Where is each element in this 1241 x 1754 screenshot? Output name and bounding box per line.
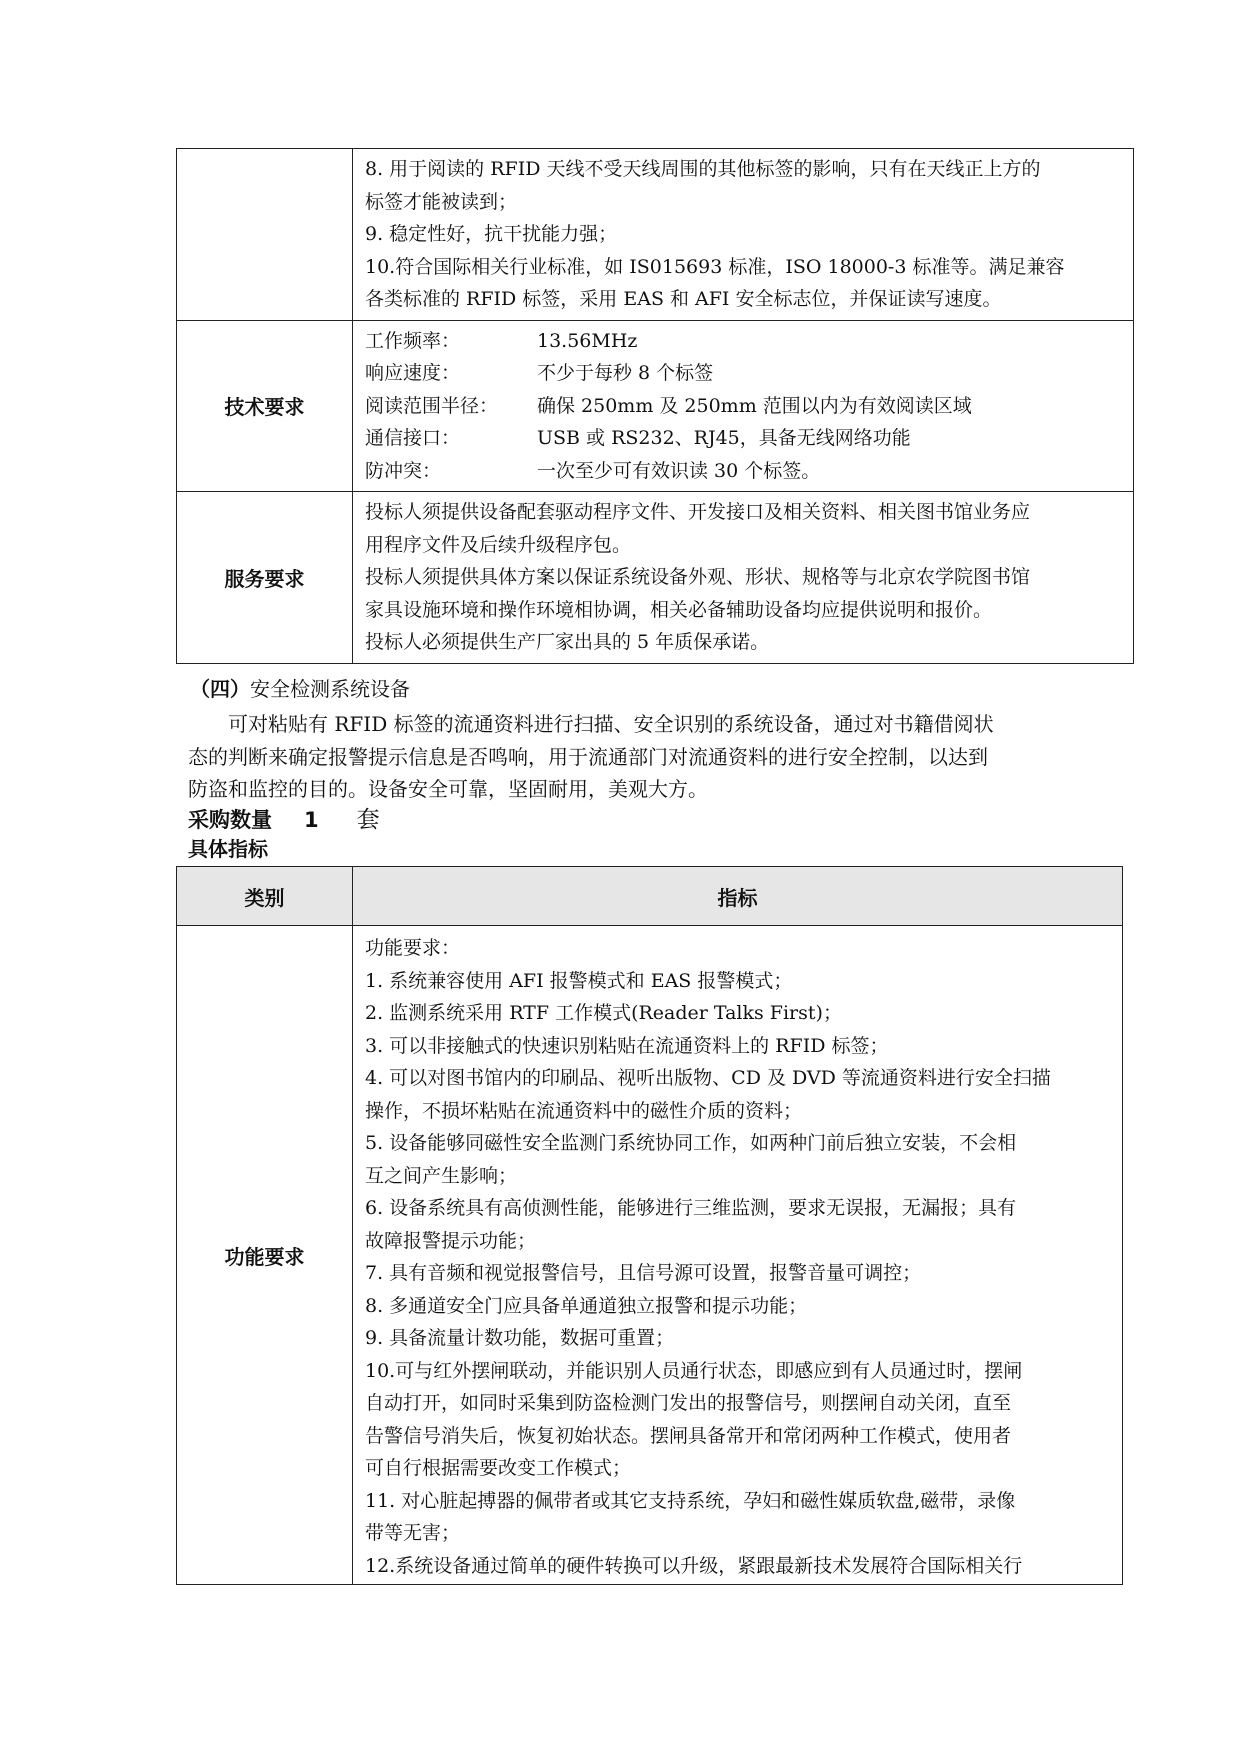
spec-line: 互之间产生影响； (365, 1164, 518, 1187)
spec-cell (353, 926, 1123, 1585)
paragraph-line: 态的判断来确定报警提示信息是否鸣响，用于流通部门对流通资料的进行安全控制，以达到 (188, 744, 988, 769)
spec-cell (353, 320, 1134, 492)
spec-line: 4. 可以对图书馆内的印刷品、视听出版物、CD 及 DVD 等流通资料进行安全扫描 (365, 1067, 1051, 1089)
table-row (177, 492, 1134, 664)
spec-key: 通信接口： (365, 427, 461, 449)
spec-value: 不少于每秒 8 个标签 (537, 362, 714, 384)
spec-line: 标签才能被读到； (365, 190, 518, 213)
table-row (177, 149, 1134, 321)
spec-line: 自动打开，如同时采集到防盗检测门发出的报警信号，则摆闸自动关闭，直至 (365, 1392, 1012, 1414)
spec-line: 带等无害； (365, 1522, 461, 1544)
table-row (177, 320, 1134, 492)
spec-cell (353, 492, 1134, 664)
spec-line: 告警信号消失后，恢复初始状态。摆闸具备常开和常闭两种工作模式，使用者 (365, 1424, 1012, 1447)
spec-line: 11. 对心脏起搏器的佩带者或其它支持系统，孕妇和磁性媒质软盘,磁带，录像 (365, 1489, 1016, 1512)
category-cell: 技术要求 (177, 320, 353, 492)
spec-value: 13.56MHz (537, 329, 638, 352)
spec-line: 功能要求： (365, 937, 461, 959)
spec-line: 用程序文件及后续升级程序包。 (365, 533, 632, 556)
spec-item (365, 357, 1121, 390)
spec-line: 9. 稳定性好，抗干扰能力强； (365, 223, 618, 245)
spec-line: 投标人须提供具体方案以保证系统设备外观、形状、规格等与北京农学院图书馆 (365, 566, 1031, 588)
spec-line: 10.可与红外摆闸联动，并能识别人员通行状态，即感应到有人员通过时，摆闸 (365, 1359, 1023, 1382)
spec-line: 8. 用于阅读的 RFID 天线不受天线周围的其他标签的影响，只有在天线正上方的 (365, 158, 1041, 180)
spec-line: 家具设施环境和操作环境相协调，相关必备辅助设备均应提供说明和报价。 (365, 598, 993, 621)
spec-item (365, 422, 1121, 455)
spec-item (365, 455, 1121, 488)
paragraph-line: 防盗和监控的目的。设备安全可靠，坚固耐用，美观大方。 (188, 777, 708, 801)
spec-line: 投标人必须提供生产厂家出具的 5 年质保承诺。 (365, 631, 770, 653)
header-spec: 指标 (353, 867, 1123, 926)
spec-key: 响应速度： (365, 362, 461, 384)
spec-line: 投标人须提供设备配套驱动程序文件、开发接口及相关资料、相关图书馆业务应 (365, 501, 1031, 523)
spec-line: 1. 系统兼容使用 AFI 报警模式和 EAS 报警模式； (365, 969, 793, 992)
section-title: 安全检测系统设备 (250, 677, 410, 701)
spec-key: 工作频率： (365, 329, 461, 352)
spec-line: 7. 具有音频和视觉报警信号，且信号源可设置，报警音量可调控； (365, 1262, 922, 1284)
spec-key: 防冲突： (365, 459, 442, 482)
spec-item (365, 390, 1121, 423)
spec-key: 阅读范围半径： (365, 394, 499, 417)
spec-line: 故障报警提示功能； (365, 1229, 537, 1252)
spec-value: 一次至少可有效识读 30 个标签。 (537, 459, 821, 482)
paragraph-line: 可对粘贴有 RFID 标签的流通资料进行扫描、安全识别的系统设备，通过对书籍借阅状 (228, 712, 994, 736)
section-heading (190, 674, 410, 704)
spec-item (365, 325, 1121, 358)
header-category: 类别 (177, 867, 353, 926)
spec-line: 12.系统设备通过简单的硬件转换可以升级，紧跟最新技术发展符合国际相关行 (365, 1554, 1023, 1577)
quantity-label: 采购数量 (188, 808, 272, 832)
category-cell: 功能要求 (177, 926, 353, 1585)
spec-line: 操作，不损坏粘贴在流通资料中的磁性介质的资料； (365, 1099, 803, 1122)
table-row (177, 926, 1123, 1585)
spec-value: USB 或 RS232、RJ45，具备无线网络功能 (537, 427, 911, 449)
spec-line: 2. 监测系统采用 RTF 工作模式(Reader Talks First)； (365, 1002, 842, 1024)
spec-cell (353, 149, 1134, 321)
table-header-row (177, 867, 1123, 926)
spec-line: 6. 设备系统具有高侦测性能，能够进行三维监测，要求无误报，无漏报；具有 (365, 1197, 1017, 1219)
purchase-quantity (188, 804, 380, 836)
quantity-value: 1 (304, 808, 319, 832)
category-cell (177, 149, 353, 321)
spec-line: 9. 具备流量计数功能，数据可重置； (365, 1327, 675, 1349)
quantity-unit: 套 (356, 807, 380, 833)
section-paragraph (188, 708, 1068, 806)
requirements-table (176, 148, 1134, 664)
category-cell: 服务要求 (177, 492, 353, 664)
spec-value: 确保 250mm 及 250mm 范围以内为有效阅读区域 (537, 394, 972, 417)
spec-heading: 具体指标 (188, 837, 268, 861)
spec-line: 8. 多通道安全门应具备单通道独立报警和提示功能； (365, 1294, 808, 1317)
spec-line: 可自行根据需要改变工作模式； (365, 1457, 632, 1479)
spec-line: 10.符合国际相关行业标准，如 IS015693 标准，ISO 18000-3 标准等。满足兼容 (365, 255, 1065, 278)
spec-line: 各类标准的 RFID 标签，采用 EAS 和 AFI 安全标志位，并保证读写速度。 (365, 288, 1002, 310)
section-number: （四） (190, 677, 250, 701)
spec-line: 5. 设备能够同磁性安全监测门系统协同工作，如两种门前后独立安装，不会相 (365, 1132, 1017, 1154)
spec-table (176, 866, 1123, 1585)
spec-line: 3. 可以非接触式的快速识别粘贴在流通资料上的 RFID 标签； (365, 1034, 889, 1057)
